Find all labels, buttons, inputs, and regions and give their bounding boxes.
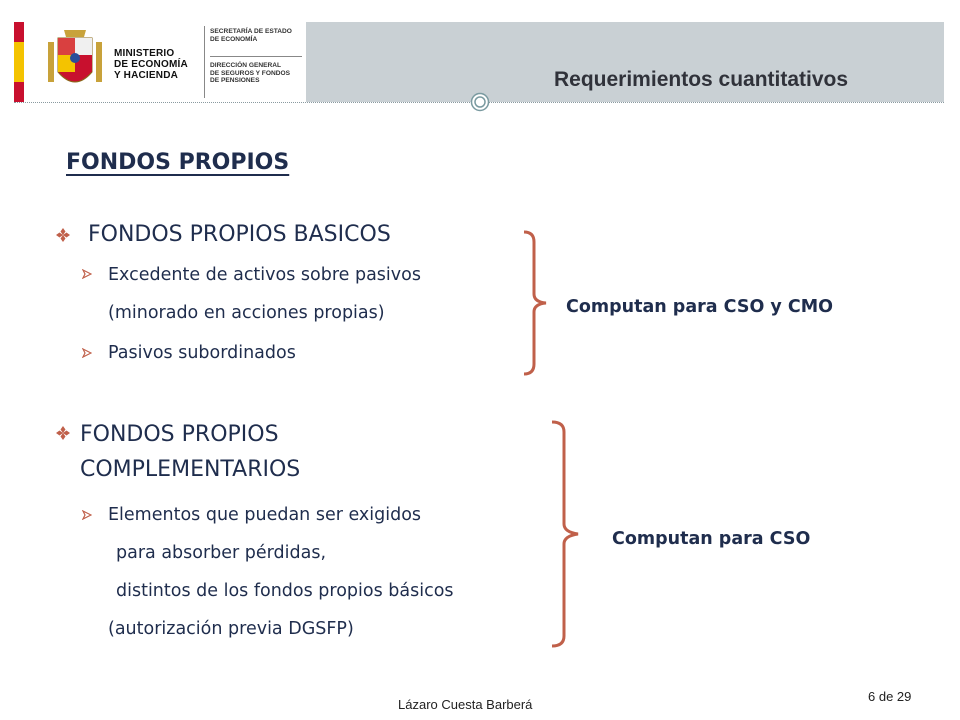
ring-ornament-icon — [470, 92, 490, 112]
diamond-bullet-icon — [56, 228, 70, 242]
page-number: 6 de 29 — [868, 689, 912, 704]
ministry-name: MINISTERIO DE ECONOMÍA Y HACIENDA — [114, 48, 188, 81]
complementarios-note: Computan para CSO — [612, 529, 811, 549]
basicos-heading: FONDOS PROPIOS BASICOS — [88, 222, 391, 247]
complementarios-item-1-cont-b: distintos de los fondos propios básicos — [116, 581, 454, 601]
complementarios-item-1: Elementos que puedan ser exigidos — [108, 505, 422, 525]
complementarios-heading-line1: FONDOS PROPIOS — [80, 422, 279, 447]
complementarios-item-1-cont-a: para absorber pérdidas, — [116, 543, 327, 563]
footer-author: Lázaro Cuesta Barberá — [398, 697, 533, 712]
complementarios-item-1-cont-c: (autorización previa DGSFP) — [108, 619, 354, 639]
section-title: FONDOS PROPIOS — [66, 150, 290, 175]
logo-divider — [204, 26, 205, 98]
complementarios-heading-line2: COMPLEMENTARIOS — [80, 457, 301, 482]
right-bracket-basicos — [520, 228, 550, 378]
arrow-bullet-icon — [82, 510, 92, 520]
diamond-bullet-icon — [56, 426, 70, 440]
slide-header — [14, 22, 944, 102]
slide-title: Requerimientos cuantitativos — [554, 68, 849, 91]
arrow-bullet-icon — [82, 348, 92, 358]
right-bracket-complementarios — [548, 418, 582, 650]
direccion-name: DIRECCIÓN GENERAL DE SEGUROS Y FONDOS DE PENSIONES — [210, 62, 290, 84]
basicos-item-2: Pasivos subordinados — [108, 343, 296, 363]
arrow-bullet-icon — [82, 269, 92, 279]
secretaria-name: SECRETARÍA DE ESTADO DE ECONOMÍA — [210, 28, 292, 43]
logo-hdivider — [210, 56, 302, 57]
basicos-item-1-cont: (minorado en acciones propias) — [108, 303, 385, 323]
ministry-logo — [14, 22, 306, 102]
flag-stripe — [14, 22, 24, 102]
basicos-item-1: Excedente de activos sobre pasivos — [108, 265, 421, 285]
basicos-note: Computan para CSO y CMO — [566, 297, 834, 317]
coat-of-arms-icon — [44, 28, 106, 96]
